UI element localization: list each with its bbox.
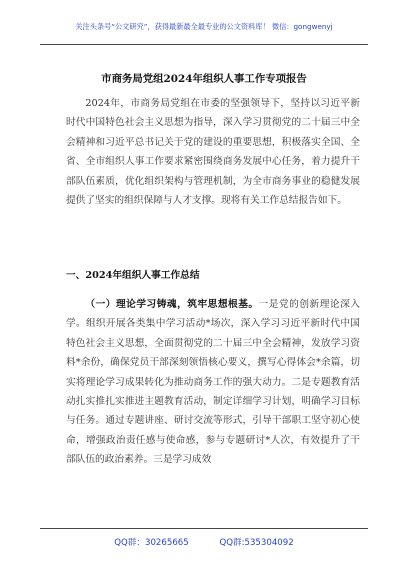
footer-qq-group-2: QQ群:535304092	[219, 538, 294, 548]
subsection-heading: （一）理论学习铸魂，筑牢思想根基。	[85, 299, 259, 310]
intro-paragraph: 2024年，市商务局党组在市委的坚强领导下，坚持以习近平新时代中国特色社会主义思想为指导，深入学习贯彻党的二十届三中全会精神和习近平总书记关于党的建设的重要思想，积极落实全国、全省、全市组织人事工作要求紧密围绕商务发展中心任务，着力提升干部队伍素质，优化组织架构与管理机制，为全市商务事业的稳健发展提供了坚实的组织保障与人才支撑。现将有关工作总结报告如下。	[66, 98, 360, 207]
subsection-paragraph	[66, 295, 360, 470]
subsection-body: 一是党的创新理论深入学。组织开展各类集中学习活动*场次，深入学习习近平新时代中国特色社会主义思想，全面贯彻党的二十届三中全会精神，发放学习资料*余份，确保党员干部深刻领悟核心要义，撰写心得体会*余篇，切实将理论学习成果转化为推动商务工作的强大动力。二是专题教育活动扎实推扎实推进主题教育活动，制定详细学习计划，明确学习目标与任务。通过专题讲座、研讨交流等形式，引导干部职工坚守初心使命，增强政治责任感与使命感，参与专题研讨*人次，有效提升了干部队伍的政治素养。三是学习成效	[66, 299, 360, 466]
header-divider	[40, 44, 368, 45]
footer-qq-group-1: QQ群：30265665	[114, 538, 189, 548]
footer-divider	[40, 528, 368, 529]
section-heading: 一、2024年组织人事工作总结	[66, 270, 200, 281]
header-promo-note: 关注头条号“公文研究”，获得最新最全最专业的公文资料库！ 微信：gongwenyj	[75, 22, 333, 31]
document-title: 市商务局党组2024年组织人事工作专项报告	[101, 73, 307, 85]
footer	[0, 536, 408, 548]
